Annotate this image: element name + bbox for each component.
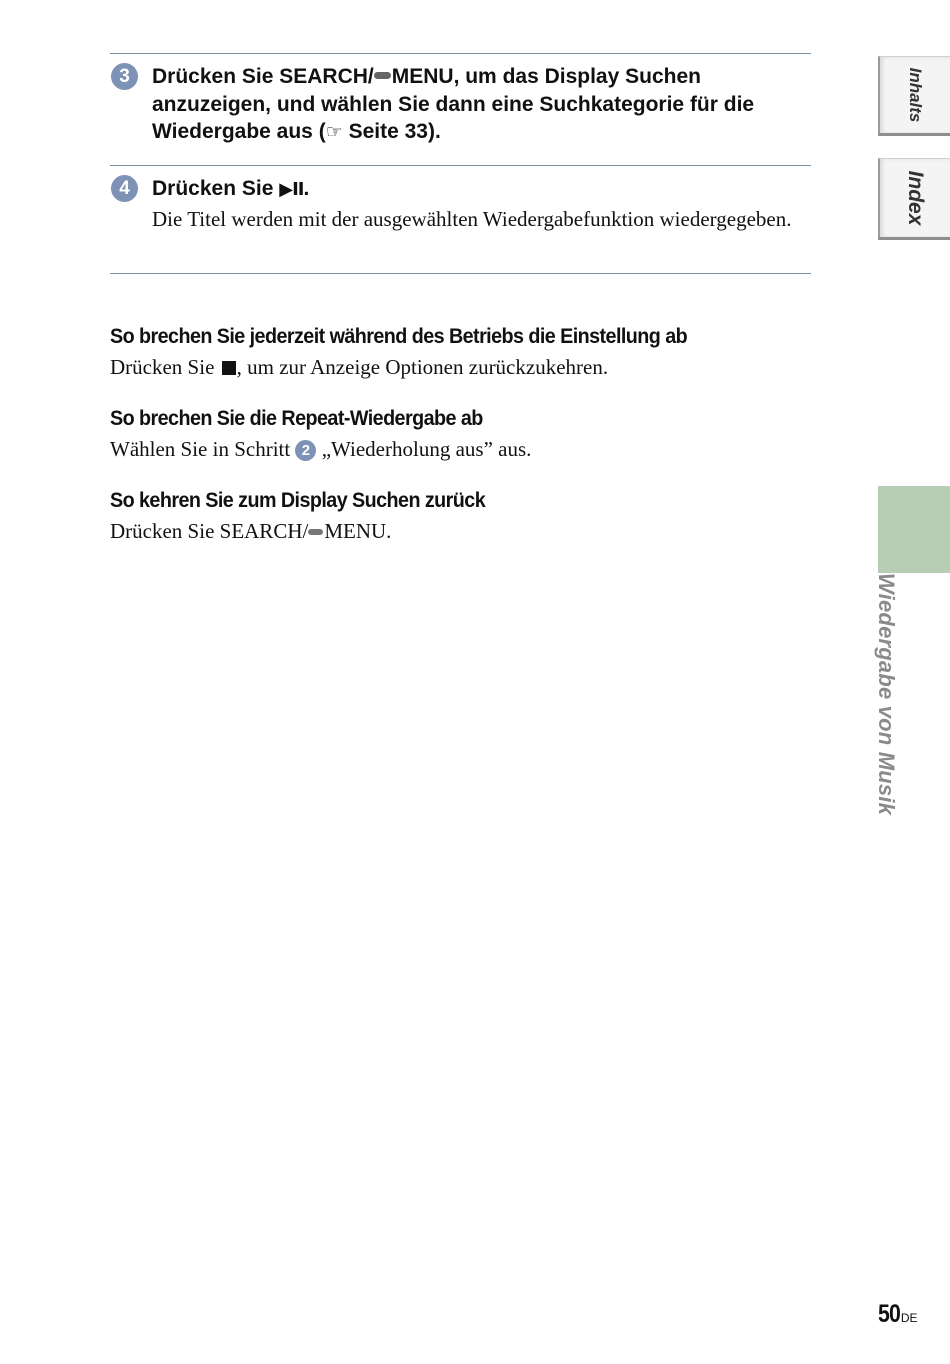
tab-index-label: Index xyxy=(904,170,927,226)
step-description: Die Titel werden mit der ausgewählten Wiedergabefunktion wiedergegeben. xyxy=(152,206,792,231)
step-number-badge: 3 xyxy=(111,63,138,90)
option-menu-icon xyxy=(308,529,323,535)
stop-icon xyxy=(222,361,236,375)
tips-sections xyxy=(110,322,830,568)
section-heading-return-search: So kehren Sie zum Display Suchen zurück xyxy=(110,489,486,512)
tab-inhalts[interactable] xyxy=(878,56,950,136)
step-ref-badge: 2 xyxy=(295,440,316,461)
chapter-title: Wiedergabe von Musik xyxy=(874,572,899,816)
section-heading-cancel-repeat: So brechen Sie die Repeat-Wiedergabe ab xyxy=(110,407,483,430)
chapter-marker xyxy=(878,486,950,573)
section-body-cancel-setting: Drücken Sie , um zur Anzeige Optionen zurückzukehren. xyxy=(110,355,609,379)
step-title: Drücken Sie ▶II. xyxy=(152,177,310,200)
tab-inhalts-label: Inhalts xyxy=(906,67,925,123)
steps-list xyxy=(110,53,811,274)
step-number-badge: 4 xyxy=(111,175,138,202)
section-body-cancel-repeat: Wählen Sie in Schritt 2 „Wiederholung aus” aus. xyxy=(110,437,532,461)
step-3 xyxy=(110,53,811,165)
play-pause-icon: ▶II xyxy=(279,179,304,200)
reference-hand-icon: ☞ xyxy=(325,121,343,143)
section-heading-cancel-setting: So brechen Sie jederzeit während des Betriebs die Einstellung ab xyxy=(110,325,688,348)
tab-index[interactable] xyxy=(878,158,950,240)
section-body-return-search: Drücken Sie SEARCH/ MENU. xyxy=(110,519,392,543)
step-title: Drücken Sie SEARCH/ MENU, um das Display Suchen anzuzeigen, und wählen Sie dann eine Suchkategorie für die Wiedergabe aus (☞ Seite 33). xyxy=(152,65,755,143)
step-4 xyxy=(110,165,811,274)
option-menu-icon xyxy=(374,72,391,79)
page-number: 50DE xyxy=(878,1300,918,1328)
